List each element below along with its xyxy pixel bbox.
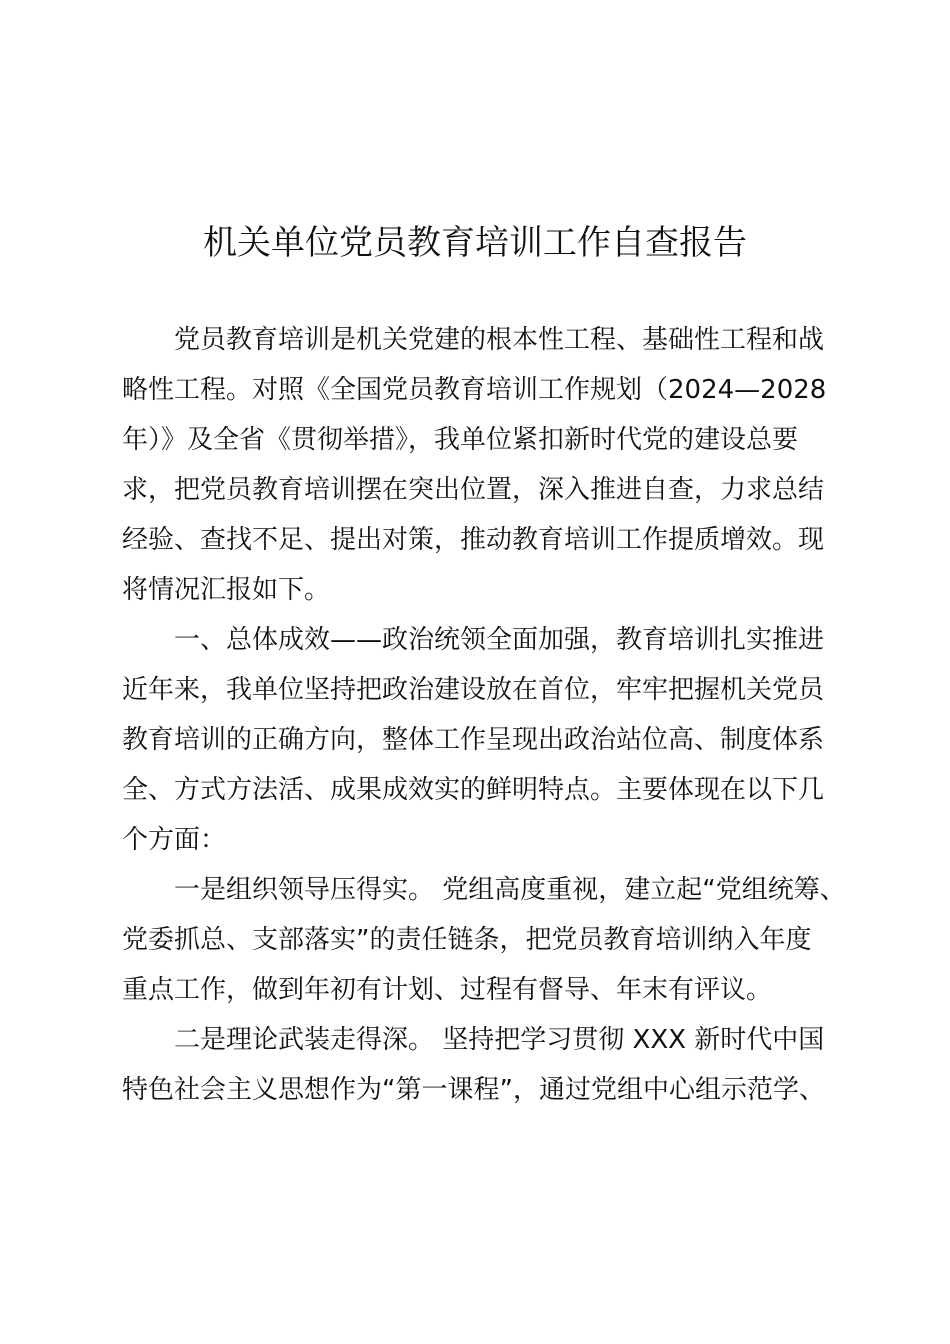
paragraph-line: 党委抓总、支部落实”的责任链条，把党员教育培训纳入年度 bbox=[122, 925, 812, 955]
section-heading: 一、总体成效——政治统领全面加强，教育培训扎实推进 bbox=[174, 625, 825, 655]
paragraph-line: 全、方式方法活、成果成效实的鲜明特点。主要体现在以下几 bbox=[122, 775, 825, 805]
paragraph-line: 经验、查找不足、提出对策，推动教育培训工作提质增效。现 bbox=[122, 525, 825, 555]
document-title: 机关单位党员教育培训工作自查报告 bbox=[203, 223, 747, 263]
paragraph-line: 重点工作，做到年初有计划、过程有督导、年末有评议。 bbox=[122, 975, 773, 1005]
paragraph-line: 特色社会主义思想作为“第一课程”，通过党组中心组示范学、 bbox=[122, 1075, 825, 1105]
paragraph-line: 求，把党员教育培训摆在突出位置，深入推进自查，力求总结 bbox=[122, 475, 825, 505]
paragraph-line: 党员教育培训是机关党建的根本性工程、基础性工程和战 bbox=[174, 325, 825, 355]
paragraph-line: 教育培训的正确方向，整体工作呈现出政治站位高、制度体系 bbox=[122, 725, 825, 755]
paragraph-line: 略性工程。对照《全国党员教育培训工作规划（2024—2028 bbox=[122, 375, 827, 405]
paragraph-line: 一是组织领导压得实。 党组高度重视，建立起“党组统筹、 bbox=[174, 875, 846, 905]
paragraph-line: 近年来，我单位坚持把政治建设放在首位，牢牢把握机关党员 bbox=[122, 675, 825, 705]
paragraph-line: 个方面： bbox=[122, 825, 227, 855]
paragraph-line: 年）》及全省《贯彻举措》，我单位紧扣新时代党的建设总要 bbox=[122, 425, 799, 455]
paragraph-line: 将情况汇报如下。 bbox=[122, 575, 331, 605]
paragraph-line: 二是理论武装走得深。 坚持把学习贯彻 XXX 新时代中国 bbox=[174, 1025, 825, 1055]
